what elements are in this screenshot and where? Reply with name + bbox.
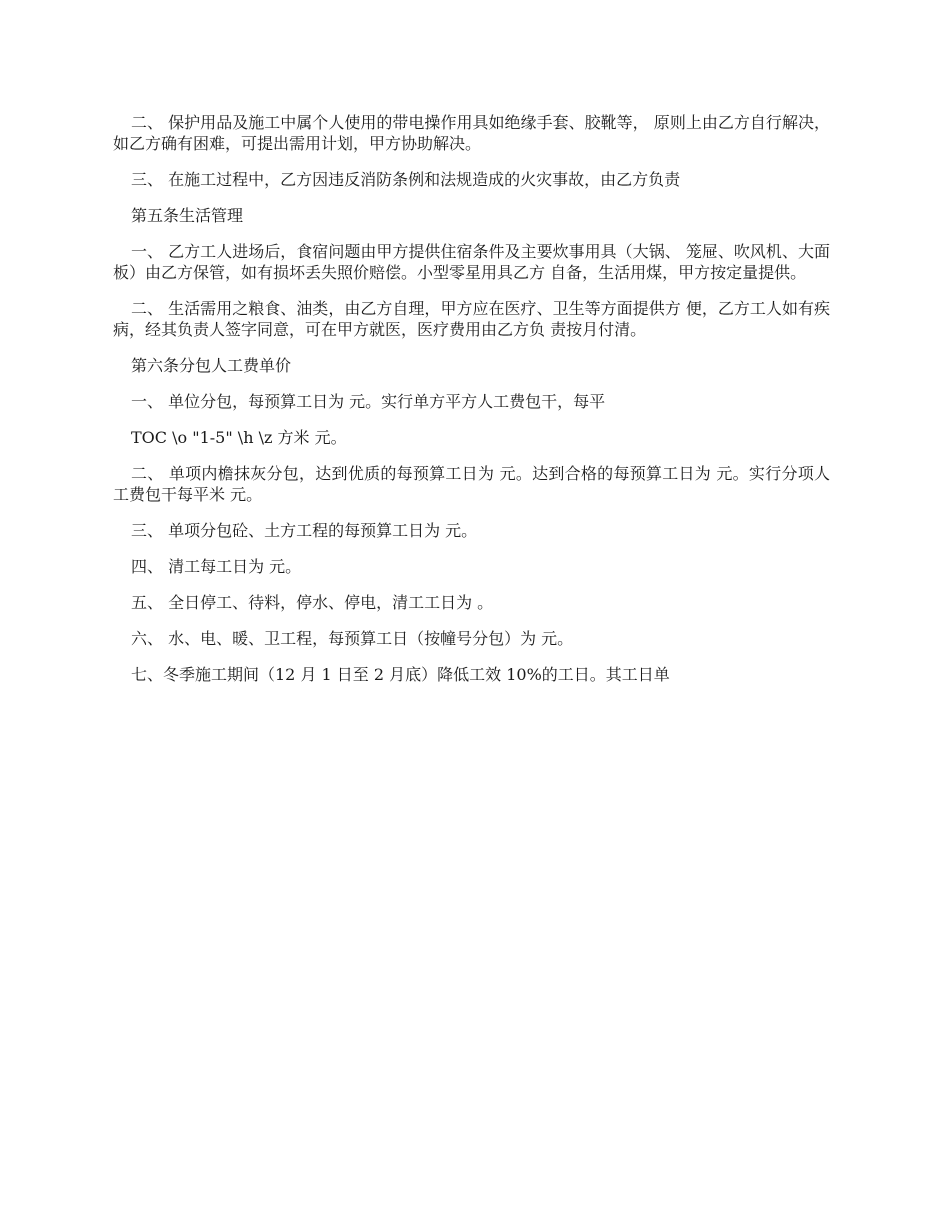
section-heading-living-management: 第五条生活管理 <box>131 206 244 225</box>
paragraph-protective-gear: 二、 保护用品及施工中属个人使用的带电操作用具如绝缘手套、胶靴等， 原则上由乙方自行解决，如乙方确有困难，可提出需用计划，甲方协助解决。 <box>113 113 830 153</box>
document-page <box>113 112 830 700</box>
paragraph-mep-works: 六、 水、电、暖、卫工程，每预算工日（按幢号分包）为 元。 <box>131 629 574 648</box>
paragraph-food-medical: 二、 生活需用之粮食、油类，由乙方自理，甲方应在医疗、卫生等方面提供方 便，乙方工人如有疾病，经其负责人签字同意，可在甲方就医，医疗费用由乙方负 责按月付清。 <box>113 299 830 339</box>
paragraph-accommodation: 一、 乙方工人进场后，食宿问题由甲方提供住宿条件及主要炊事用具（大锅、 笼屉、吹风机、大面板）由乙方保管，如有损坏丢失照价赔偿。小型零星用具乙方 自备，生活用煤，甲方按定量提供。 <box>113 242 830 282</box>
paragraph-plastering: 二、 单项内檐抹灰分包，达到优质的每预算工日为 元。达到合格的每预算工日为 元。实行分项人工费包干每平米 元。 <box>113 464 830 504</box>
paragraph-unit-subcontract: 一、 单位分包，每预算工日为 元。实行单方平方人工费包干，每平 <box>131 392 606 411</box>
paragraph-toc-field: TOC \o "1-5" \h \z 方米 元。 <box>131 428 347 447</box>
paragraph-cleanup-labor: 四、 清工每工日为 元。 <box>131 557 302 576</box>
paragraph-winter-construction: 七、冬季施工期间（12 月 1 日至 2 月底）降低工效 10%的工日。其工日单 <box>131 665 670 684</box>
paragraph-fire-responsibility: 三、 在施工过程中，乙方因违反消防条例和法规造成的火灾事故，由乙方负责 <box>131 170 681 189</box>
section-heading-labor-rates: 第六条分包人工费单价 <box>131 356 292 375</box>
paragraph-concrete-earthwork: 三、 单项分包砼、土方工程的每预算工日为 元。 <box>131 521 478 540</box>
paragraph-work-stoppage: 五、 全日停工、待料，停水、停电，清工工日为 。 <box>131 593 494 612</box>
